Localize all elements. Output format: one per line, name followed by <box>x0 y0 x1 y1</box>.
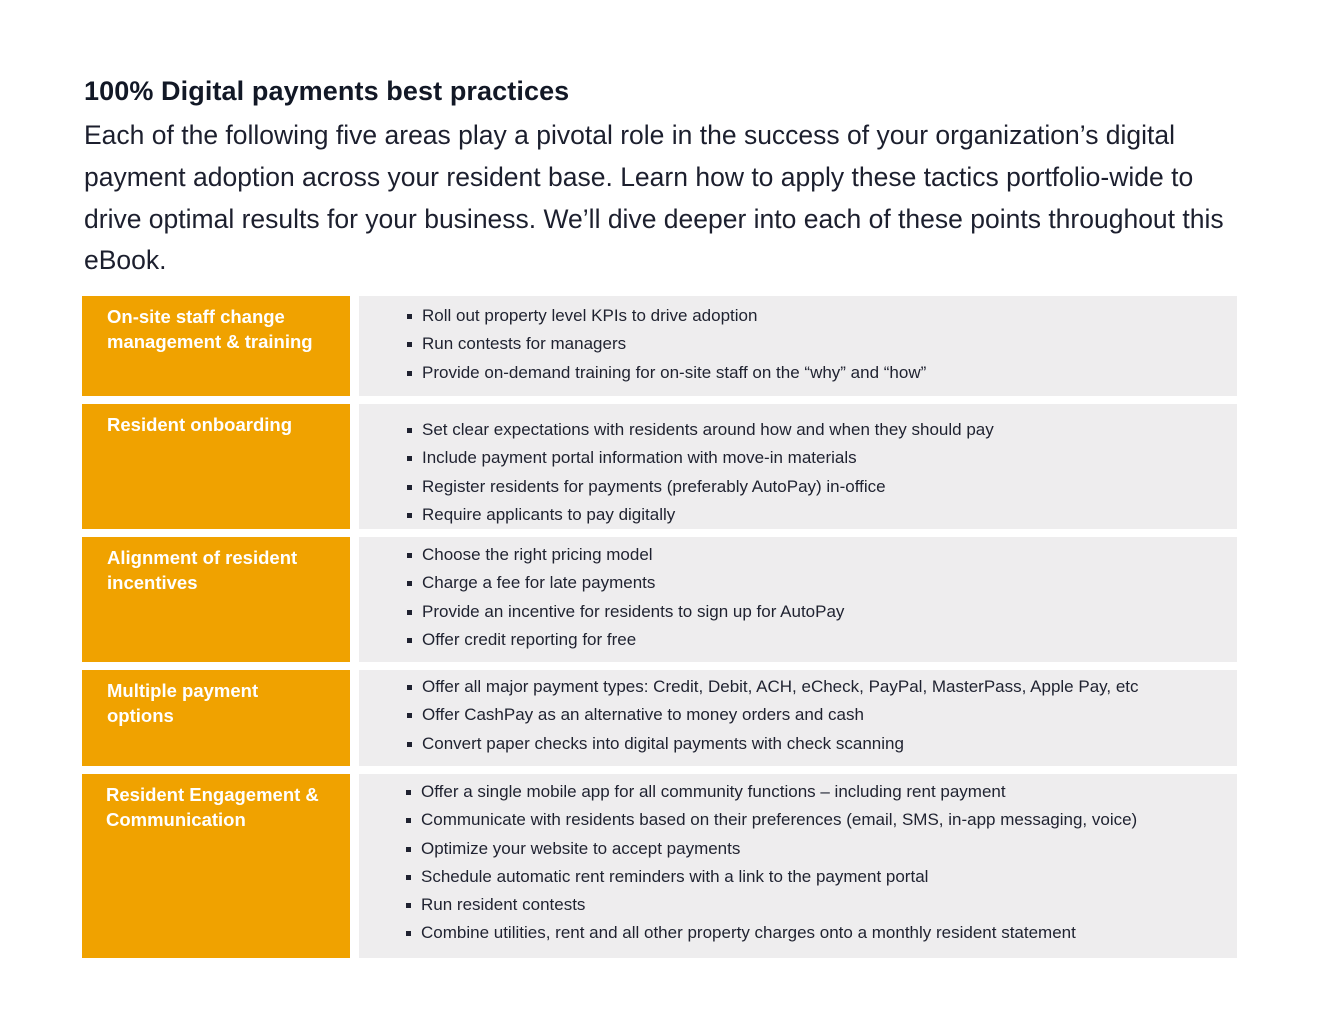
cell-divider <box>350 537 359 662</box>
list-item: Convert paper checks into digital payments with check scanning <box>405 730 1237 758</box>
list-item: Schedule automatic rent reminders with a link to the payment portal <box>404 863 1237 891</box>
intro-paragraph: Each of the following five areas play a pivotal role in the success of your organization’s digital payment adoption across your resident base. Learn how to apply these tactics portfolio-wide to drive optimal results for your business. We’ll dive deeper into each of these points throughout this eBook. <box>84 120 1224 276</box>
table-row <box>82 670 1237 766</box>
list-item: Set clear expectations with residents around how and when they should pay <box>405 416 1237 444</box>
area-label: Alignment of resident incentives <box>82 537 350 662</box>
area-tactics <box>359 774 1237 958</box>
area-tactics <box>359 537 1237 662</box>
area-label: Resident Engagement & Communication <box>82 774 350 958</box>
list-item: Optimize your website to accept payments <box>404 835 1237 863</box>
list-item: Combine utilities, rent and all other property charges onto a monthly resident statement <box>404 919 1237 947</box>
cell-divider <box>350 404 359 529</box>
tactics-list <box>405 541 1237 654</box>
area-tactics <box>359 404 1237 529</box>
cell-divider <box>350 670 359 766</box>
list-item: Offer a single mobile app for all community functions – including rent payment <box>404 778 1237 806</box>
list-item: Offer CashPay as an alternative to money orders and cash <box>405 701 1237 729</box>
list-item: Run contests for managers <box>405 330 1237 358</box>
list-item: Include payment portal information with move-in materials <box>405 444 1237 472</box>
area-tactics <box>359 296 1237 396</box>
cell-divider <box>350 296 359 396</box>
table-row <box>82 296 1237 396</box>
list-item: Register residents for payments (preferably AutoPay) in-office <box>405 473 1237 501</box>
list-item: Offer credit reporting for free <box>405 626 1237 654</box>
table-row <box>82 774 1237 958</box>
tactics-list <box>405 416 1237 529</box>
tactics-list <box>404 778 1237 948</box>
table-row <box>82 537 1237 662</box>
list-item: Roll out property level KPIs to drive adoption <box>405 302 1237 330</box>
cell-divider <box>350 774 359 958</box>
area-label: On-site staff change management & training <box>82 296 350 396</box>
list-item: Offer all major payment types: Credit, Debit, ACH, eCheck, PayPal, MasterPass, Apple Pay, etc <box>405 673 1237 701</box>
list-item: Provide an incentive for residents to sign up for AutoPay <box>405 598 1237 626</box>
list-item: Communicate with residents based on their preferences (email, SMS, in-app messaging, voice) <box>404 806 1237 834</box>
list-item: Charge a fee for late payments <box>405 569 1237 597</box>
area-tactics <box>359 670 1237 766</box>
list-item: Provide on-demand training for on-site staff on the “why” and “how” <box>405 359 1237 387</box>
best-practices-table <box>82 296 1237 966</box>
table-row <box>82 404 1237 529</box>
tactics-list <box>405 302 1237 387</box>
list-item: Run resident contests <box>404 891 1237 919</box>
area-label: Resident onboarding <box>82 404 350 529</box>
list-item: Require applicants to pay digitally <box>405 501 1237 529</box>
tactics-list <box>405 673 1237 758</box>
area-label: Multiple payment options <box>82 670 350 766</box>
page-title: 100% Digital payments best practices <box>84 76 570 106</box>
list-item: Choose the right pricing model <box>405 541 1237 569</box>
